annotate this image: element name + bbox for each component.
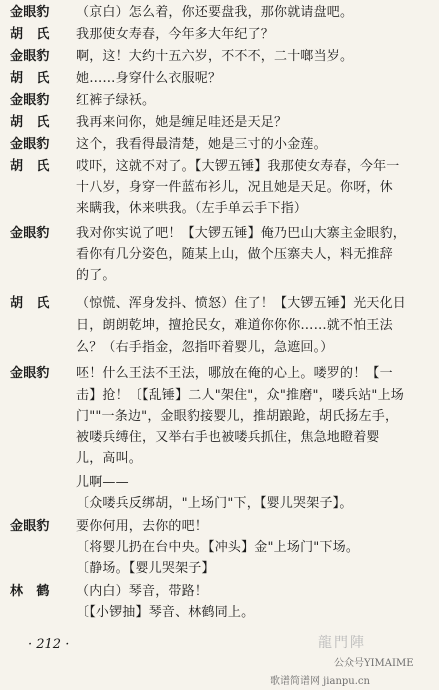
speaker-label: 金眼豹 — [10, 226, 50, 241]
script-line — [10, 115, 287, 131]
line-text: 呸！什么王法不王法，哪放在俺的心上。喽罗的！【一 — [76, 366, 393, 381]
watermark-site: 公众号YIMAIME — [334, 658, 414, 669]
line-text: 哎吓，这就不对了。【大锣五锤】我那使女寿春，今年一 — [76, 159, 400, 174]
line-text: 我对你实说了吧！【大锣五锤】俺乃巴山大寨主金眼豹， — [76, 226, 407, 241]
script-line-continuation: 儿啊—— — [76, 475, 129, 490]
line-text: 红裤子绿袄。 — [76, 93, 156, 108]
line-text: 我那使女寿春，今年多大年纪了？ — [76, 27, 275, 42]
line-text: （内白）琴音，带路！ — [76, 584, 209, 599]
watermark-bottom: 歌谱简谱网 jianpu.cn — [270, 676, 370, 687]
line-text: 这个，我看得最清楚，她是三寸的小金莲。 — [76, 137, 327, 152]
script-line — [10, 27, 274, 43]
script-line-continuation: 看你有几分姿色，随某上山，做个压寨夫人，料无推辞 — [76, 247, 393, 262]
line-text: （惊慌、浑身发抖、愤怒）住了！【大锣五锤】光天化日 — [76, 296, 407, 311]
script-line — [10, 159, 400, 175]
script-line-continuation: 么？（右手指金，忽指吓着婴儿，急遮回。） — [76, 340, 334, 355]
speaker-label: 金眼豹 — [10, 49, 50, 64]
speaker-label: 胡 氏 — [10, 296, 50, 311]
script-line — [10, 93, 155, 109]
speaker-label: 胡 氏 — [10, 27, 50, 42]
speaker-label: 金眼豹 — [10, 93, 50, 108]
script-line — [10, 5, 353, 21]
script-line-continuation: 十八岁，身穿一件蓝布衫儿，况且她是天足。你呀，休 — [76, 180, 393, 195]
speaker-label: 金眼豹 — [10, 366, 50, 381]
line-text: （京白）怎么着，你还要盘我，那你就请盘吧。 — [76, 5, 354, 20]
page-number: · 212 · — [28, 637, 70, 652]
line-text: 要你何用，去你的吧！ — [76, 519, 209, 534]
script-line-continuation: 来瞒我，休来哄我。（左手单云手下指） — [76, 201, 308, 216]
script-line — [10, 366, 393, 382]
script-line — [10, 296, 406, 312]
stage-direction: 〔【小锣抽】琴音、林鹤同上。 — [76, 605, 255, 620]
speaker-label: 胡 氏 — [10, 159, 50, 174]
script-line — [10, 71, 221, 87]
script-line-continuation: 的了。 — [76, 268, 116, 283]
script-line-continuation: 击】抢！〔【乱锤】二人"架住"，众"推磨"，喽兵站"上场 — [76, 388, 404, 403]
speaker-label: 金眼豹 — [10, 137, 50, 152]
script-line — [10, 584, 208, 600]
script-line-continuation: 被喽兵缚住，又举右手也被喽兵抓住，焦急地瞪着婴 — [76, 430, 380, 445]
line-text: 她……身穿什么衣服呢？ — [76, 71, 222, 86]
stage-direction: 〔静场。【婴儿哭架子】 — [76, 561, 215, 576]
script-line — [10, 519, 208, 535]
script-line-continuation: 日，朗朗乾坤，擅抢民女，难道你你你……就不怕王法 — [76, 318, 393, 333]
script-line-continuation: 儿，高叫。 — [76, 451, 143, 466]
stage-direction: 〔将婴儿扔在台中央。【冲头】金"上场门"下场。 — [76, 540, 360, 555]
stage-direction: 〔众喽兵反绑胡，"上场门"下，【婴儿哭架子】。 — [76, 496, 353, 511]
speaker-label: 金眼豹 — [10, 5, 50, 20]
script-line — [10, 49, 353, 65]
speaker-label: 胡 氏 — [10, 115, 50, 130]
watermark-logo: 龍門陣 — [318, 635, 366, 651]
speaker-label: 金眼豹 — [10, 519, 50, 534]
script-line — [10, 226, 406, 242]
line-text: 我再来问你，她是缠足哇还是天足？ — [76, 115, 288, 130]
script-line-continuation: 门""一条边"，金眼豹接婴儿，推胡踉跄，胡氏扬左手， — [76, 409, 399, 424]
speaker-label: 胡 氏 — [10, 71, 50, 86]
script-line — [10, 137, 327, 153]
line-text: 啊，这！大约十五六岁，不不不，二十啷当岁。 — [76, 49, 354, 64]
speaker-label: 林 鹤 — [10, 584, 50, 599]
